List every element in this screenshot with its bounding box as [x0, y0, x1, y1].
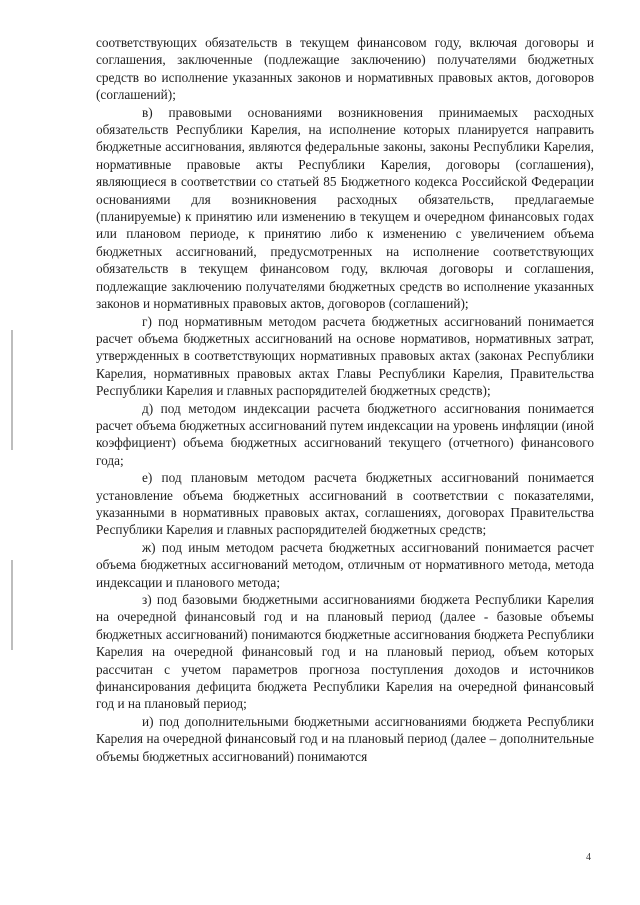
- paragraph-i: и) под дополнительными бюджетными ассигнованиями бюджета Республики Карелия на очередной финансовый год и на плановый период (далее – дополнительные объемы бюджетных ассигнований) понимаются: [96, 713, 594, 764]
- paragraph-z: з) под базовыми бюджетными ассигнованиями бюджета Республики Карелия на очередной финансовый год и на плановый период (далее - базовые объемы бюджетных ассигнований) понимаются бюджетные ассигнования бюджета Республики Карелия на очередной финансовый год и на плановый период, объем которых рассчитан с учетом параметров прогноза поступления доходов и источников финансирования дефицита бюджета Республики Карелия на очередной финансовый год и на плановый период;: [96, 592, 594, 712]
- paragraph-continuation: соответствующих обязательств в текущем финансовом году, включая договоры и соглашения, заключенные (подлежащие заключению) получателями бюджетных средств во исполнение указанных законов и нормативных правовых актов, договоров (соглашений);: [96, 35, 594, 103]
- paragraph-g: г) под нормативным методом расчета бюджетных ассигнований понимается расчет объема бюджетных ассигнований на основе нормативов, нормативных затрат, утвержденных в соответствующих нормативных правовых актах (законах Республики Карелия, нормативных правовых актах Главы Республики Карелия, Правительства Республики Карелия и главных распорядителей бюджетных средств);: [96, 313, 594, 399]
- document-body: [96, 34, 594, 765]
- scan-margin-mark: [11, 560, 13, 650]
- paragraph-zh: ж) под иным методом расчета бюджетных ассигнований понимается расчет объема бюджетных ассигнований методом, отличным от нормативного метода, метода индексации и планового метода;: [96, 539, 594, 590]
- paragraph-v: в) правовыми основаниями возникновения принимаемых расходных обязательств Республики Карелия, на исполнение которых планируется направить бюджетные ассигнования, являются федеральные законы, законы Республики Карелия, нормативные правовые акты Республики Карелия, договоры (соглашения), являющиеся в соответствии со статьей 85 Бюджетного кодекса Российской Федерации основаниями для возникновения расходных обязательств, предлагаемые (планируемые) к принятию или изменению в текущем и очередном финансовых годах или плановом периоде, к принятию либо к изменению с увеличением объема бюджетных ассигнований, предусмотренных на исполнение соответствующих обязательств в текущем финансовом году, включая договоры и соглашения, подлежащие заключению получателями бюджетных средств во исполнение указанных законов и нормативных правовых актов, договоров (соглашений);: [96, 104, 594, 312]
- scan-margin-mark: [11, 330, 13, 450]
- paragraph-e: е) под плановым методом расчета бюджетных ассигнований понимается установление объема бюджетных ассигнований в соответствии с показателями, указанными в нормативных правовых актах, соглашениях, договорах Правительства Республики Карелия и главных распорядителей бюджетных средств;: [96, 470, 594, 538]
- page-number: 4: [586, 852, 591, 863]
- paragraph-d: д) под методом индексации расчета бюджетного ассигнования понимается расчет объема бюджетных ассигнований путем индексации на уровень инфляции (иной коэффициент) объема бюджетных ассигнований текущего (отчетного) финансового года;: [96, 400, 594, 468]
